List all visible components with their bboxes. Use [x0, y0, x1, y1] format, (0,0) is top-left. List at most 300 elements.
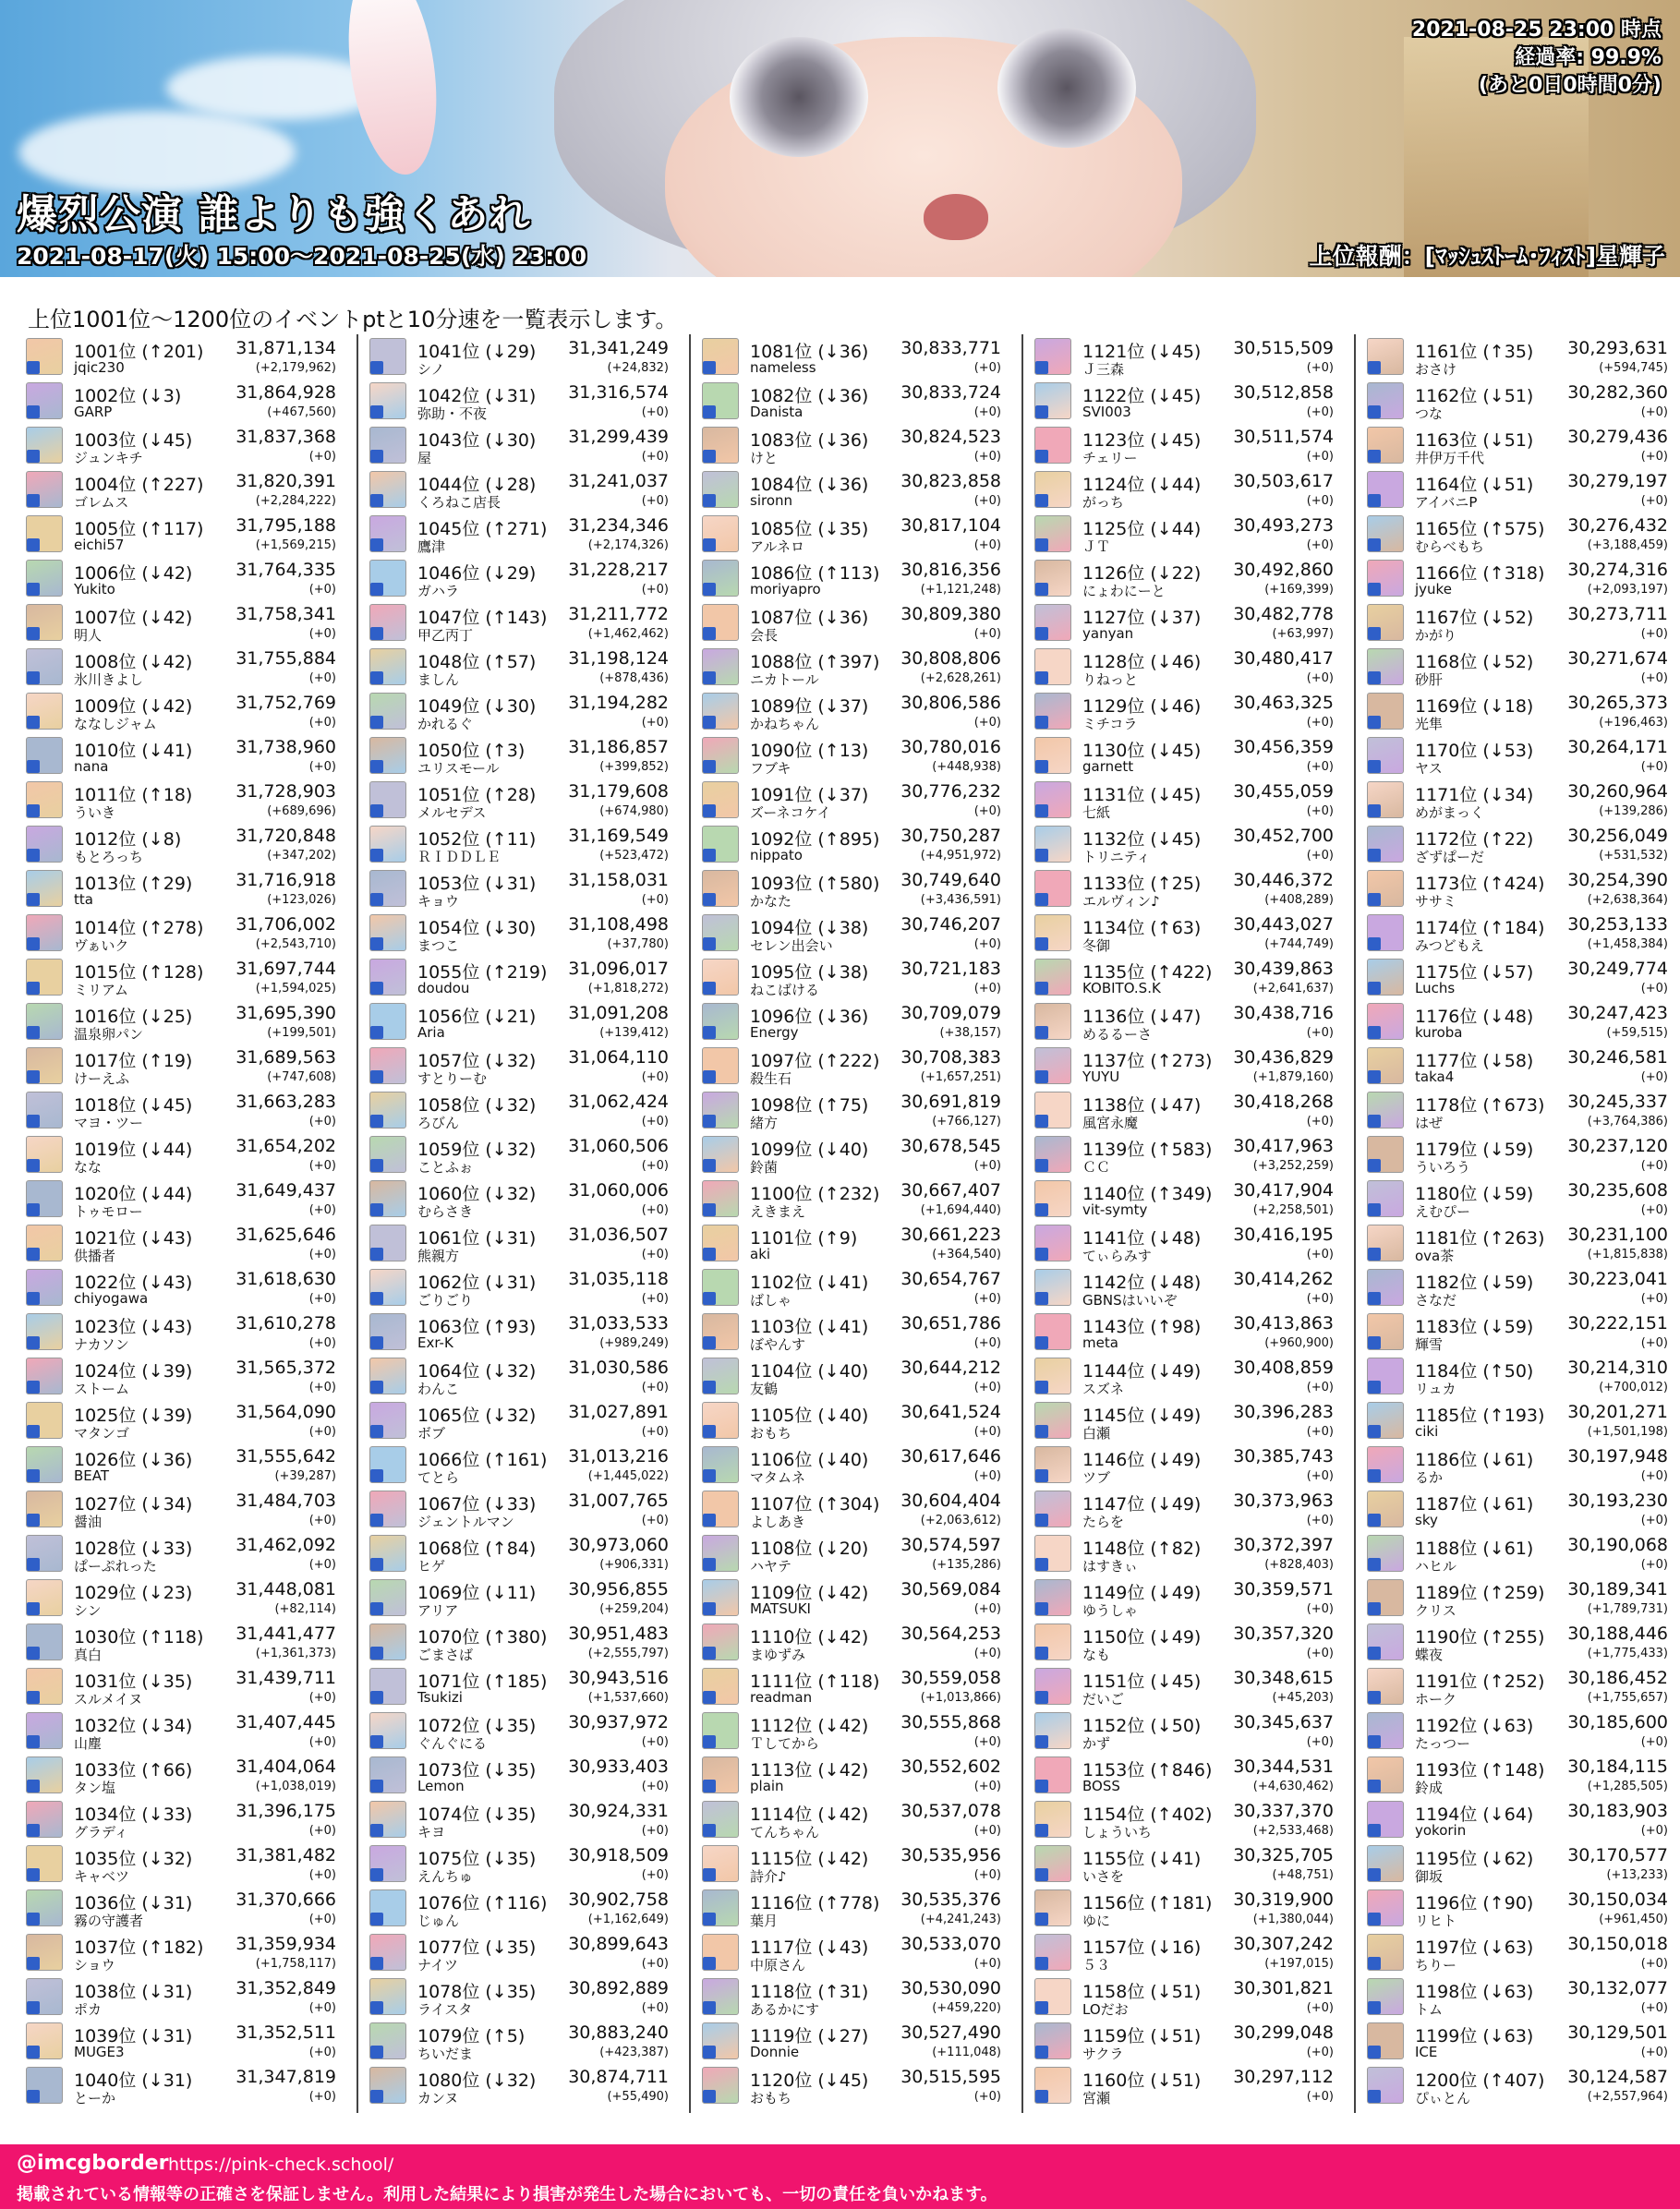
ranking-entry [26, 1841, 357, 1886]
player-name: 中原さん [750, 1957, 806, 1974]
idol-avatar-icon [26, 382, 63, 419]
idol-avatar-icon [1034, 2022, 1071, 2059]
player-name: chiyogawa [74, 1290, 149, 1307]
idol-avatar-icon [369, 2067, 406, 2104]
player-name: ハヒル [1415, 1558, 1457, 1575]
rank-label: 1047位 (↑143) [417, 608, 548, 628]
rank-label: 1132位 (↓45) [1082, 829, 1202, 850]
rank-label: 1147位 (↓49) [1082, 1494, 1202, 1515]
ten-minute-delta: (+0) [308, 450, 336, 464]
rank-label: 1055位 (↑219) [417, 962, 548, 983]
rank-label: 1119位 (↓27) [750, 2026, 869, 2046]
idol-avatar-icon [26, 1712, 63, 1749]
player-name: ろびん [417, 1115, 460, 1131]
ranking-entry [369, 556, 689, 600]
player-name: ナイツ [417, 1957, 458, 1974]
ten-minute-delta: (+0) [973, 1425, 1001, 1439]
ranking-entry [1367, 1575, 1680, 1620]
player-name: いさを [1082, 1868, 1125, 1885]
idol-avatar-icon [26, 1402, 63, 1439]
player-name: ちいだま [417, 2046, 474, 2062]
rank-label: 1020位 (↓44) [74, 1184, 193, 1204]
score-value: 30,436,829 [1233, 1047, 1334, 1068]
player-name: MUGE3 [74, 2044, 125, 2060]
idol-avatar-icon [702, 1624, 739, 1660]
ranking-entry [26, 866, 357, 911]
ten-minute-delta: (+0) [1306, 849, 1334, 863]
disclaimer: 掲載されている情報等の正確さを保証しません。利用した結果により損害が発生した場合においても、一切の責任を負いかねます。 [17, 2185, 997, 2204]
score-value: 31,234,346 [568, 515, 669, 536]
score-value: 30,413,863 [1233, 1313, 1334, 1334]
player-name: まゆずみ [750, 1647, 806, 1663]
ten-minute-delta: (+0) [641, 1514, 669, 1527]
idol-avatar-icon [1367, 1668, 1404, 1705]
rank-label: 1167位 (↓52) [1415, 608, 1534, 628]
player-name: KOBITO.S.K [1082, 980, 1161, 996]
score-value: 31,484,703 [236, 1491, 336, 1511]
score-value: 31,341,249 [568, 338, 669, 358]
ranking-column [691, 334, 1023, 2113]
rank-label: 1165位 (↑575) [1415, 519, 1545, 539]
player-name: なな [74, 1159, 103, 1176]
site-link[interactable]: https://pink-check.school/ [168, 2155, 394, 2175]
player-name: ICE [1415, 2044, 1438, 2060]
idol-avatar-icon [26, 1313, 63, 1350]
idol-avatar-icon [369, 1978, 406, 2015]
player-name: すとりーむ [417, 1070, 488, 1087]
ten-minute-delta: (+0) [1306, 804, 1334, 818]
player-name: かがり [1415, 627, 1457, 644]
ranking-entry [702, 733, 1021, 778]
score-value: 30,417,904 [1233, 1180, 1334, 1201]
rank-label: 1062位 (↓31) [417, 1273, 537, 1293]
idol-avatar-icon [26, 471, 63, 508]
player-name: ぱーぷれった [74, 1558, 157, 1575]
ten-minute-delta: (+0) [308, 1913, 336, 1926]
player-name: マタンゴ [74, 1425, 130, 1442]
ranking-entry [1367, 1664, 1680, 1708]
player-name: Lemon [417, 1778, 465, 1794]
idol-avatar-icon [1034, 338, 1071, 375]
ranking-entry [702, 1664, 1021, 1708]
player-name: じゅん [417, 1913, 460, 1929]
ten-minute-delta: (+0) [973, 361, 1001, 375]
player-name: はすきぃ [1082, 1558, 1139, 1575]
ten-minute-delta: (+3,252,259) [1252, 1159, 1334, 1173]
score-value: 30,527,490 [900, 2022, 1001, 2043]
rank-label: 1071位 (↑185) [417, 1672, 548, 1692]
ten-minute-delta: (+0) [1306, 716, 1334, 730]
ten-minute-delta: (+2,179,962) [255, 361, 336, 375]
idol-avatar-icon [702, 1889, 739, 1926]
ten-minute-delta: (+0) [1306, 1292, 1334, 1306]
idol-avatar-icon [702, 1535, 739, 1572]
ranking-entry [26, 467, 357, 512]
rank-label: 1181位 (↑263) [1415, 1228, 1545, 1249]
idol-avatar-icon [26, 427, 63, 464]
player-name: おさけ [1415, 361, 1457, 378]
player-name: ズーネコケイ [750, 804, 831, 821]
score-value: 31,030,586 [568, 1358, 669, 1378]
score-value: 30,515,595 [900, 2067, 1001, 2087]
player-name: えむぴー [1415, 1203, 1471, 1220]
ranking-entry [26, 1398, 357, 1442]
score-value: 31,169,549 [568, 826, 669, 846]
rank-label: 1031位 (↓35) [74, 1672, 193, 1692]
player-name: kuroba [1415, 1024, 1463, 1041]
ranking-entry [26, 778, 357, 822]
ten-minute-delta: (+0) [308, 1336, 336, 1350]
rank-label: 1091位 (↓37) [750, 785, 869, 805]
ten-minute-delta: (+0) [973, 494, 1001, 508]
ten-minute-delta: (+0) [308, 760, 336, 774]
player-name: 温泉卵パン [74, 1026, 144, 1043]
ranking-entry [1034, 1620, 1354, 1664]
player-name: たらを [1082, 1514, 1125, 1530]
ten-minute-delta: (+0) [973, 716, 1001, 730]
ten-minute-delta: (+2,641,637) [1252, 982, 1334, 996]
ten-minute-delta: (+0) [1640, 2046, 1668, 2059]
player-name: ゴレムス [74, 494, 129, 511]
score-value: 30,170,577 [1567, 1845, 1668, 1865]
ten-minute-delta: (+0) [973, 538, 1001, 552]
ten-minute-delta: (+0) [641, 1425, 669, 1439]
ranking-entry [1034, 1132, 1354, 1177]
score-value: 30,924,331 [568, 1801, 669, 1821]
idol-avatar-icon [702, 1313, 739, 1350]
score-value: 30,973,060 [568, 1535, 669, 1555]
ten-minute-delta: (+197,015) [1264, 1957, 1334, 1971]
ranking-entry [1034, 334, 1354, 379]
score-value: 30,644,212 [900, 1358, 1001, 1378]
score-value: 30,809,380 [900, 604, 1001, 624]
score-value: 31,064,110 [568, 1047, 669, 1068]
player-name: 宮瀬 [1082, 2090, 1111, 2106]
rank-label: 1134位 (↑63) [1082, 918, 1202, 938]
rank-label: 1128位 (↓46) [1082, 652, 1202, 672]
score-value: 31,755,884 [236, 648, 336, 669]
score-value: 30,604,404 [900, 1491, 1001, 1511]
rank-label: 1092位 (↑895) [750, 829, 880, 850]
ten-minute-delta: (+1,537,660) [587, 1691, 669, 1705]
ten-minute-delta: (+399,852) [599, 760, 669, 774]
score-value: 30,214,310 [1567, 1358, 1668, 1378]
ten-minute-delta: (+0) [973, 937, 1001, 951]
idol-avatar-icon [702, 914, 739, 951]
idol-avatar-icon [702, 1358, 739, 1394]
player-name: ハヤテ [750, 1558, 792, 1575]
ranking-entry [1367, 1708, 1680, 1753]
score-value: 30,463,325 [1233, 693, 1334, 713]
score-value: 31,007,765 [568, 1491, 669, 1511]
score-value: 30,902,758 [568, 1889, 669, 1910]
rank-label: 1195位 (↓62) [1415, 1849, 1534, 1869]
idol-avatar-icon [1367, 1491, 1404, 1527]
rank-label: 1048位 (↑57) [417, 652, 537, 672]
idol-avatar-icon [26, 959, 63, 996]
score-value: 31,720,848 [236, 826, 336, 846]
ranking-entry [1367, 600, 1680, 645]
rank-label: 1169位 (↓18) [1415, 696, 1534, 717]
ranking-entry [702, 1531, 1021, 1575]
rank-label: 1077位 (↓35) [417, 1937, 537, 1958]
rank-label: 1002位 (↓3) [74, 386, 182, 406]
player-name: マタムネ [750, 1469, 806, 1486]
idol-avatar-icon [1034, 1491, 1071, 1527]
rank-label: 1052位 (↑11) [417, 829, 537, 850]
player-name: てぃらみす [1082, 1248, 1152, 1264]
ranking-entry [369, 1088, 689, 1132]
idol-avatar-icon [1034, 382, 1071, 419]
ranking-entry [1034, 778, 1354, 822]
idol-avatar-icon [702, 737, 739, 774]
ranking-entry [1367, 911, 1680, 955]
ten-minute-delta: (+878,436) [599, 671, 669, 685]
rank-label: 1094位 (↓38) [750, 918, 869, 938]
rank-label: 1161位 (↑35) [1415, 342, 1534, 362]
ten-minute-delta: (+2,063,612) [920, 1514, 1001, 1527]
rank-label: 1170位 (↓53) [1415, 741, 1534, 761]
score-value: 30,190,068 [1567, 1535, 1668, 1555]
player-name: めるるーさ [1082, 1026, 1153, 1043]
ranking-entry [1034, 556, 1354, 600]
rank-label: 1086位 (↑113) [750, 563, 880, 584]
player-name: ササミ [1415, 893, 1457, 910]
ten-minute-delta: (+259,204) [599, 1602, 669, 1616]
score-value: 30,651,786 [900, 1313, 1001, 1334]
rank-label: 1155位 (↓41) [1082, 1849, 1202, 1869]
score-value: 30,708,383 [900, 1047, 1001, 1068]
idol-avatar-icon [1034, 1978, 1071, 2015]
ten-minute-delta: (+459,220) [932, 2001, 1001, 2015]
idol-avatar-icon [1367, 826, 1404, 863]
idol-avatar-icon [1367, 648, 1404, 685]
ranking-entry [702, 334, 1021, 379]
idol-avatar-icon [702, 1934, 739, 1971]
rank-label: 1174位 (↑184) [1415, 918, 1545, 938]
player-name: Yukito [74, 581, 115, 598]
score-value: 30,503,617 [1233, 471, 1334, 491]
rank-label: 1019位 (↓44) [74, 1140, 193, 1160]
rank-label: 1184位 (↑50) [1415, 1361, 1534, 1382]
idol-avatar-icon [369, 338, 406, 375]
rank-label: 1186位 (↓61) [1415, 1450, 1534, 1470]
character-eye-art [997, 28, 1136, 148]
player-name: ショウ [74, 1957, 115, 1974]
ten-minute-delta: (+0) [1306, 1469, 1334, 1483]
score-value: 30,780,016 [900, 737, 1001, 757]
score-value: 31,555,642 [236, 1446, 336, 1467]
ranking-column [358, 334, 691, 2113]
rank-label: 1044位 (↓28) [417, 475, 537, 495]
ranking-entry [702, 423, 1021, 467]
rank-label: 1131位 (↓45) [1082, 785, 1202, 805]
ten-minute-delta: (+0) [973, 1868, 1001, 1882]
idol-avatar-icon [1367, 959, 1404, 996]
rank-label: 1097位 (↑222) [750, 1051, 880, 1071]
score-value: 30,452,700 [1233, 826, 1334, 846]
idol-avatar-icon [702, 2067, 739, 2104]
character-eye-art [730, 37, 868, 157]
idol-avatar-icon [26, 870, 63, 907]
idol-avatar-icon [1367, 382, 1404, 419]
score-value: 30,396,283 [1233, 1402, 1334, 1422]
ranking-entry [369, 1974, 689, 2019]
idol-avatar-icon [26, 515, 63, 552]
ranking-entry [369, 1620, 689, 1664]
idol-avatar-icon [26, 1358, 63, 1394]
ranking-entry [26, 645, 357, 689]
ranking-entry [26, 1177, 357, 1221]
rank-label: 1004位 (↑227) [74, 475, 204, 495]
idol-avatar-icon [702, 870, 739, 907]
player-name: ＣＣ [1082, 1159, 1111, 1176]
score-value: 30,273,711 [1567, 604, 1668, 624]
score-value: 31,695,390 [236, 1003, 336, 1023]
ten-minute-delta: (+0) [973, 1159, 1001, 1173]
player-name: sky [1415, 1512, 1438, 1528]
idol-avatar-icon [369, 959, 406, 996]
idol-avatar-icon [26, 1491, 63, 1527]
idol-avatar-icon [702, 781, 739, 818]
idol-avatar-icon [1367, 1801, 1404, 1838]
ranking-entry [702, 467, 1021, 512]
rank-label: 1137位 (↑273) [1082, 1051, 1213, 1071]
ranking-entry [1367, 689, 1680, 733]
idol-avatar-icon [702, 693, 739, 730]
ten-minute-delta: (+594,745) [1599, 361, 1668, 375]
rank-label: 1028位 (↓33) [74, 1539, 193, 1559]
ten-minute-delta: (+0) [973, 1957, 1001, 1971]
ranking-entry [369, 1841, 689, 1886]
player-name: ciki [1415, 1423, 1439, 1440]
ten-minute-delta: (+0) [1640, 671, 1668, 685]
ten-minute-delta: (+2,638,364) [1587, 893, 1668, 907]
player-name: ういき [74, 804, 116, 821]
score-value: 30,443,027 [1233, 914, 1334, 935]
score-value: 30,933,403 [568, 1756, 669, 1777]
ranking-column [1023, 334, 1356, 2113]
score-value: 31,352,849 [236, 1978, 336, 1998]
idol-avatar-icon [26, 1180, 63, 1217]
player-name: えんちゅ [417, 1868, 474, 1885]
idol-avatar-icon [369, 2022, 406, 2059]
ten-minute-delta: (+123,026) [267, 893, 336, 907]
idol-avatar-icon [1034, 1446, 1071, 1483]
score-value: 31,738,960 [236, 737, 336, 757]
ranking-entry [26, 1531, 357, 1575]
idol-avatar-icon [1034, 560, 1071, 597]
score-value: 30,439,863 [1233, 959, 1334, 979]
score-value: 30,806,586 [900, 693, 1001, 713]
ranking-entry [1367, 1442, 1680, 1487]
ten-minute-delta: (+0) [1640, 1203, 1668, 1217]
player-name: カンヌ [417, 2090, 459, 2106]
rank-label: 1042位 (↓31) [417, 386, 537, 406]
player-name: jyuke [1415, 581, 1452, 598]
idol-avatar-icon [26, 1756, 63, 1793]
score-value: 31,316,574 [568, 382, 669, 403]
idol-avatar-icon [26, 1668, 63, 1705]
score-value: 31,564,090 [236, 1402, 336, 1422]
score-value: 30,512,858 [1233, 382, 1334, 403]
idol-avatar-icon [702, 1047, 739, 1084]
score-value: 31,370,666 [236, 1889, 336, 1910]
rank-label: 1059位 (↓32) [417, 1140, 537, 1160]
ranking-entry [26, 733, 357, 778]
rank-label: 1107位 (↑304) [750, 1494, 880, 1515]
ten-minute-delta: (+0) [1306, 2090, 1334, 2104]
ten-minute-delta: (+0) [641, 716, 669, 730]
ten-minute-delta: (+766,127) [932, 1115, 1001, 1129]
player-name: むらべもち [1415, 538, 1485, 555]
player-name: plain [750, 1778, 784, 1794]
player-name: ましん [417, 671, 460, 688]
ten-minute-delta: (+0) [641, 1070, 669, 1084]
score-value: 31,033,533 [568, 1313, 669, 1334]
ranking-entry [26, 955, 357, 999]
score-value: 30,816,356 [900, 560, 1001, 580]
score-value: 30,414,262 [1233, 1269, 1334, 1289]
player-name: 風宮永魔 [1082, 1115, 1139, 1131]
rank-label: 1087位 (↓36) [750, 608, 869, 628]
rank-label: 1078位 (↓35) [417, 1982, 537, 2002]
twitter-handle[interactable]: @imcgborder [17, 2152, 169, 2175]
player-name: たっつー [1415, 1735, 1471, 1752]
ranking-entry [1367, 1354, 1680, 1398]
ranking-entry [26, 1797, 357, 1841]
idol-avatar-icon [1367, 1269, 1404, 1306]
ten-minute-delta: (+0) [641, 1824, 669, 1838]
idol-avatar-icon [369, 382, 406, 419]
score-value: 30,456,359 [1233, 737, 1334, 757]
idol-avatar-icon [26, 560, 63, 597]
rank-label: 1192位 (↓63) [1415, 1716, 1534, 1736]
ten-minute-delta: (+0) [1306, 405, 1334, 419]
score-value: 31,439,711 [236, 1668, 336, 1688]
score-value: 30,559,058 [900, 1668, 1001, 1688]
player-name: リヒト [1415, 1913, 1457, 1929]
ten-minute-delta: (+38,157) [939, 1026, 1001, 1040]
ranking-entry [1367, 1310, 1680, 1354]
player-name: てんちゃん [750, 1824, 820, 1841]
ten-minute-delta: (+37,780) [607, 937, 669, 951]
rank-label: 1096位 (↓36) [750, 1007, 869, 1027]
player-name: てとら [417, 1469, 460, 1486]
idol-avatar-icon [369, 1313, 406, 1350]
score-value: 30,246,581 [1567, 1047, 1668, 1068]
player-name: readman [750, 1689, 813, 1706]
idol-avatar-icon [26, 1624, 63, 1660]
ranking-entry [1367, 1930, 1680, 1974]
player-name: えきまえ [750, 1203, 806, 1220]
score-value: 30,297,112 [1233, 2067, 1334, 2087]
idol-avatar-icon [369, 1269, 406, 1306]
rank-label: 1074位 (↓35) [417, 1805, 537, 1825]
rank-label: 1009位 (↓42) [74, 696, 193, 717]
ten-minute-delta: (+135,286) [932, 1558, 1001, 1572]
player-name: 鈴成 [1415, 1780, 1444, 1796]
player-name: ＲＩＤＤＬＥ [417, 849, 502, 865]
idol-avatar-icon [369, 1934, 406, 1971]
ten-minute-delta: (+39,287) [274, 1469, 336, 1483]
score-value: 31,352,511 [236, 2022, 336, 2043]
score-value: 30,817,104 [900, 515, 1001, 536]
ranking-entry [1034, 1088, 1354, 1132]
score-value: 31,462,092 [236, 1535, 336, 1555]
idol-avatar-icon [1034, 2067, 1071, 2104]
idol-avatar-icon [26, 1092, 63, 1129]
